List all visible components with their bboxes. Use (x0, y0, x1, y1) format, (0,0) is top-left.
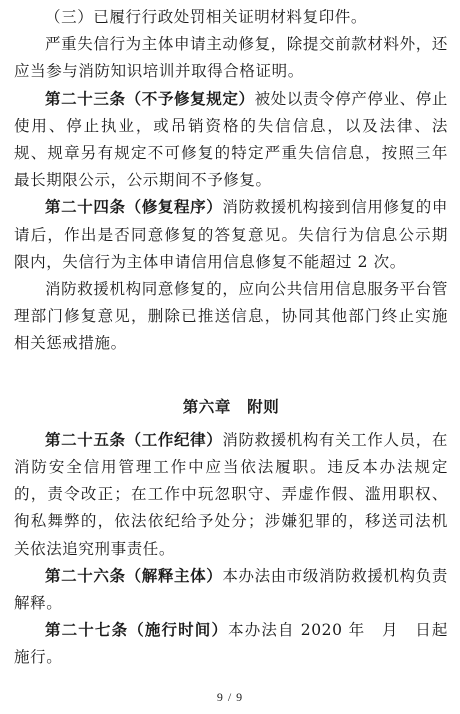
article-25 (14, 427, 448, 563)
paragraph-text: 消防救援机构同意修复的，应向公共信用信息服务平台管理部门修复意见，删除已推送信息，协同其他部门终止实施相关惩戒措施。 (14, 280, 448, 353)
article-heading: 第二十四条（修复程序） (45, 198, 223, 217)
article-heading: 第二十五条（工作纪律） (45, 430, 223, 449)
paragraph-supplement (14, 31, 448, 85)
article-26 (14, 563, 448, 617)
article-24 (14, 194, 448, 276)
article-text: 被处以责令停产停业、停止使用、停止执业，或吊销资格的失信信息，以及法律、法规、规章另有规定不可修复的特定严重失信信息，按照三年最长期限公示，公示期间不予修复。 (14, 89, 449, 190)
article-heading: 第二十三条（不予修复规定） (45, 89, 255, 108)
chapter-title: 第六章 附则 (182, 397, 280, 416)
paragraph-text: 严重失信行为主体申请主动修复，除提交前款材料外，还应当参与消防知识培训并取得合格证明。 (14, 35, 448, 81)
article-text: 本办法由市级消防救援机构负责解释。 (14, 566, 448, 613)
article-heading: 第二十六条（解释主体） (45, 566, 223, 585)
article-text: 消防救援机构接到信用修复的申请后，作出是否同意修复的答复意见。失信行为信息公示期限内，失信行为主体申请信用信息修复不能超过 2 次。 (14, 198, 448, 271)
page-number: 9 / 9 (216, 690, 244, 704)
article-23 (14, 86, 448, 195)
paragraph-text: （三）已履行行政处罚相关证明材料复印件。 (45, 8, 368, 26)
paragraph-repair-agreement (14, 276, 448, 358)
article-27 (14, 617, 448, 671)
paragraph-item-3 (14, 4, 448, 31)
article-text: 本办法自 2020 年 月 日起施行。 (14, 621, 448, 667)
article-heading: 第二十七条（施行时间） (45, 621, 229, 640)
article-text: 消防救援机构有关工作人员，在消防安全信用管理工作中应当依法履职。违反本办法规定的，责令改正；在工作中玩忽职守、弄虚作假、滥用职权、徇私舞弊的，依法依纪给予处分；涉嫌犯罪的，移送司法机关依法追究刑事责任。 (14, 430, 448, 558)
